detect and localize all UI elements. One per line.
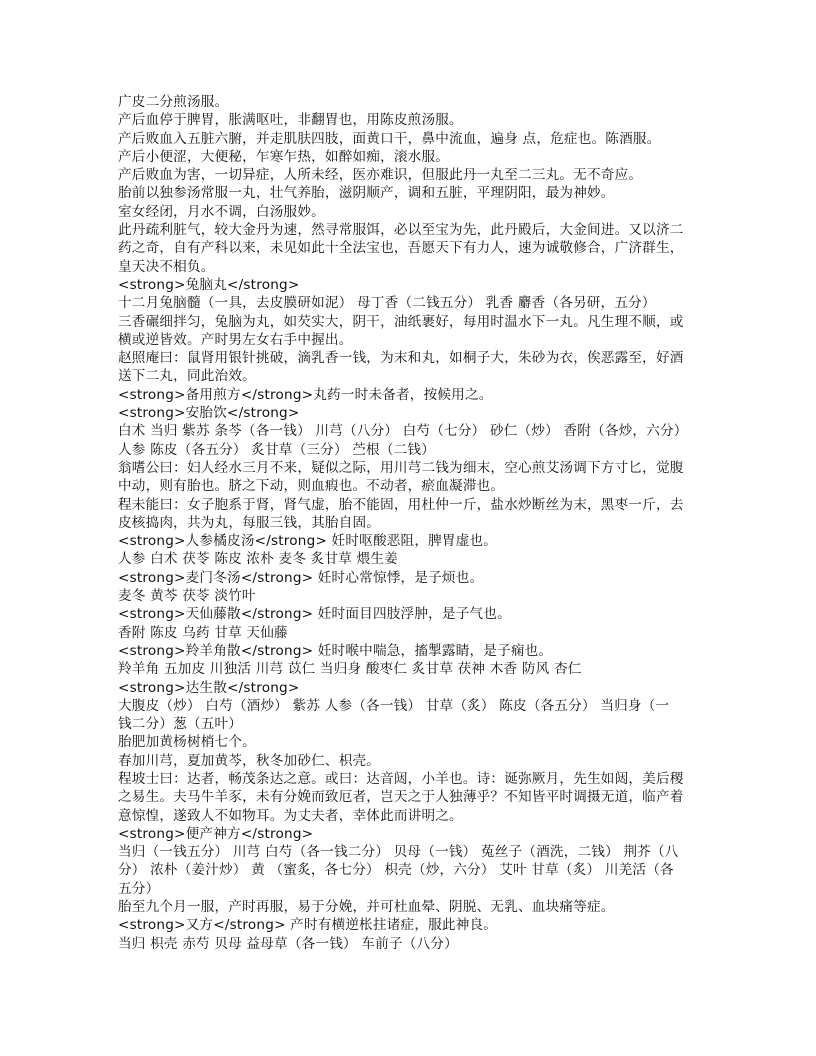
text-line: 皇天决不相负。: [118, 258, 215, 275]
text-line: 钱二分）葱（五叶）: [118, 716, 243, 733]
text-line: 三香碾细拌匀，兔脑为丸，如芡实大，阴干，油纸裹好，每用时温水下一丸。凡生理不顺，或: [118, 313, 684, 330]
text-line: 皮核捣肉，共为丸，每服三钱，其胎自固。: [118, 514, 381, 531]
text-line: <strong>兔脑丸</strong>: [118, 276, 300, 293]
text-line: <strong>达生散</strong>: [118, 679, 300, 696]
text-line: 产后小便涩，大便秘，乍寒乍热，如醉如痴，滚水服。: [118, 148, 450, 165]
paragraph: [118, 221, 718, 276]
paragraph: [118, 294, 718, 312]
paragraph: [118, 349, 718, 386]
paragraph: [118, 898, 718, 916]
text-line: 横或逆皆效。产时男左女右手中握出。: [118, 331, 353, 348]
text-line: 春加川芎，夏加黄芩，秋冬加砂仁、枳壳。: [118, 752, 381, 769]
text-line: <strong>麦门冬汤</strong> 妊时心常惊悸，是子烦也。: [118, 569, 484, 586]
paragraph: [118, 496, 718, 533]
text-line: 此丹疏利脏气，较大金丹为速，然寻常服饵，必以至宝为先，此丹殿后，大金间进。又以济二: [118, 222, 684, 239]
paragraph: [118, 697, 718, 734]
text-line: 十二月兔脑髓（一具，去皮膜研如泥） 母丁香（二钱五分） 乳香 麝香（各另研，五分）: [118, 295, 656, 312]
text-line: 室女经闭，月水不调，白汤服妙。: [118, 203, 325, 220]
paragraph: [118, 825, 718, 843]
text-line: 产后败血入五脏六腑，并走肌肤四肢，面黄口干，鼻中流血，遍身 点，危症也。陈酒服。: [118, 130, 661, 147]
paragraph: [118, 404, 718, 422]
paragraph: [118, 642, 718, 660]
paragraph: [118, 203, 718, 221]
text-line: 当归 枳壳 赤芍 贝母 益母草（各一钱） 车前子（八分）: [118, 935, 458, 952]
paragraph: [118, 733, 718, 751]
text-line: 人参 陈皮（各五分） 炙甘草（三分） 苎根（二钱）: [118, 441, 436, 458]
text-line: 白术 当归 紫苏 条芩（各一钱） 川芎（八分） 白芍（七分） 砂仁（炒） 香附（各炒，六分）: [118, 423, 688, 440]
paragraph: [118, 111, 718, 129]
paragraph: [118, 916, 718, 934]
paragraph: [118, 166, 718, 184]
paragraph: [118, 459, 718, 496]
paragraph: [118, 770, 718, 825]
document-body: [118, 93, 718, 953]
text-line: 麦冬 黄芩 茯苓 淡竹叶: [118, 588, 256, 605]
text-line: 当归（一钱五分） 川芎 白芍（各一钱二分） 贝母（一钱） 菟丝子（酒洗，二钱） 荆芥（八: [118, 844, 679, 861]
text-line: <strong>羚羊角散</strong> 妊时喉中喘急，搐掣露睛，是子痫也。: [118, 642, 553, 659]
paragraph: [118, 587, 718, 605]
paragraph: [118, 422, 718, 459]
text-line: <strong>又方</strong> 产时有横逆枨拄诸症，服此神良。: [118, 917, 498, 934]
paragraph: [118, 660, 718, 678]
text-line: 香附 陈皮 乌药 甘草 天仙藤: [118, 624, 288, 641]
text-line: 程坡士曰：达者，畅茂条达之意。或曰：达音闼，小羊也。诗：诞弥厥月，先生如闼，美后稷: [118, 770, 684, 787]
paragraph: [118, 184, 718, 202]
text-line: 之易生。夫马牛羊豕，未有分娩而致厄者，岂天之于人独薄乎？不知皆平时调摄无道，临产着: [118, 789, 684, 806]
paragraph: [118, 569, 718, 587]
paragraph: [118, 550, 718, 568]
paragraph: [118, 276, 718, 294]
text-line: 羚羊角 五加皮 川独活 川芎 苡仁 当归身 酸枣仁 炙甘草 茯神 木香 防风 杏仁: [118, 661, 582, 678]
paragraph: [118, 679, 718, 697]
text-line: <strong>人参橘皮汤</strong> 妊时呕酸恶阻，脾胃虚也。: [118, 533, 498, 550]
paragraph: [118, 148, 718, 166]
text-line: 翁嗜公曰：妇人经水三月不来，疑似之际，用川芎二钱为细末，空心煎艾汤调下方寸匕，觉腹: [118, 459, 684, 476]
text-line: 意惊惶，遂致人不如物耳。为丈夫者，幸体此而讲明之。: [118, 807, 463, 824]
paragraph: [118, 843, 718, 898]
paragraph: [118, 605, 718, 623]
paragraph: [118, 93, 718, 111]
text-line: 胎肥加黄杨树梢七个。: [118, 734, 256, 751]
text-line: 五分）: [118, 880, 160, 897]
paragraph: [118, 386, 718, 404]
text-line: 赵照庵曰：鼠肾用银针挑破，滴乳香一钱，为末和丸，如桐子大，朱砂为衣，俟恶露至，好酒: [118, 350, 684, 367]
text-line: <strong>安胎饮</strong>: [118, 405, 300, 422]
text-line: 中动，则有胎也。脐之下动，则血瘕也。不动者，瘀血凝滞也。: [118, 478, 505, 495]
text-line: 分） 浓朴（姜汁炒） 黄 （蜜炙，各七分） 枳壳（炒，六分） 艾叶 甘草（炙） 川羌活（各: [118, 862, 674, 879]
text-line: 大腹皮（炒） 白芍（酒炒） 紫苏 人参（各一钱） 甘草（炙） 陈皮（各五分） 当归身（一: [118, 697, 670, 714]
text-line: 胎至九个月一服，产时再服，易于分娩，并可杜血晕、阴脱、无乳、血块痛等症。: [118, 899, 615, 916]
text-line: 广皮二分煎汤服。: [118, 94, 229, 110]
paragraph: [118, 752, 718, 770]
text-line: <strong>天仙藤散</strong> 妊时面目四肢浮肿，是子气也。: [118, 606, 511, 623]
text-line: <strong>备用煎方</strong>丸药一时未备者，按候用之。: [118, 386, 493, 403]
paragraph: [118, 532, 718, 550]
text-line: 产后血停于脾胃，胀满呕吐，非翻胃也，用陈皮煎汤服。: [118, 112, 463, 129]
text-line: 产后败血为害，一切异症，人所未经，医亦难识，但服此丹一丸至二三丸。无不奇应。: [118, 167, 643, 184]
text-line: 送下二丸，同此治效。: [118, 368, 256, 385]
text-line: <strong>便产神方</strong>: [118, 825, 314, 842]
paragraph: [118, 313, 718, 350]
text-line: 胎前以独参汤常服一丸，壮气养胎，滋阴顺产，调和五脏，平理阴阳，最为神妙。: [118, 185, 615, 202]
paragraph: [118, 130, 718, 148]
text-line: 程未能曰：女子胞系于肾，肾气虚，胎不能固，用杜仲一斤，盐水炒断丝为末，黑枣一斤，去: [118, 496, 684, 513]
paragraph: [118, 935, 718, 953]
paragraph: [118, 624, 718, 642]
text-line: 人参 白术 茯苓 陈皮 浓朴 麦冬 炙甘草 煨生姜: [118, 551, 398, 568]
text-line: 药之奇，自有产科以来，未见如此十全法宝也，吾愿天下有力人，速为诚敬修合，广济群生，: [118, 240, 684, 257]
